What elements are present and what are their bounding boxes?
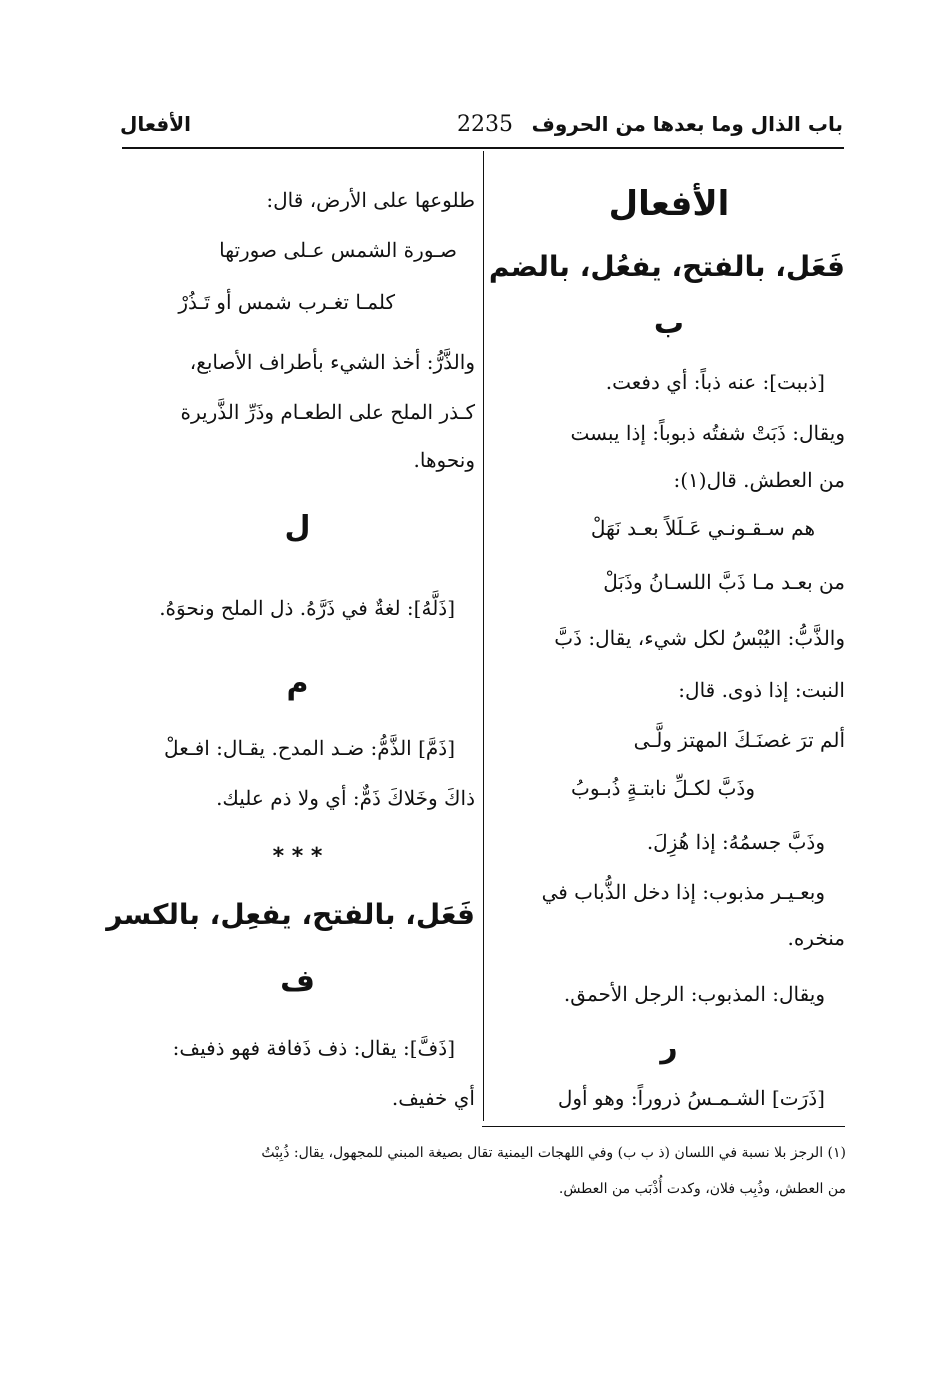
footnote-line: (١) الرجز بلا نسبة في اللسان (ذ ب ب) وفي اللهجات اليمنية تقال بصيغة المبني للمجهول، يقال: ذُبِبْتُ — [261, 1145, 846, 1161]
entry-line: ويقال: المذبوب: الرجل الأحمق. — [563, 982, 825, 1006]
entry-line: كـذر الملح على الطعـام وذَرِّ الذَّريرة — [180, 400, 475, 424]
section-subheading: فَعَل، بالفتح، يفعِل، بالكسر — [106, 898, 475, 931]
header-rule — [122, 147, 844, 149]
verse-line: هم سـقـونـي عَـلَلاً بعـد نَهَلْ — [590, 516, 815, 540]
verse-line: كلمـا تغـرب شمس أو تَـذُرْ — [178, 290, 395, 314]
section-subheading: فَعَل، بالفتح، يفعُل، بالضم — [488, 250, 845, 283]
letter-heading-l: ل — [284, 510, 311, 545]
entry-line: [ذَرَت] الشـمـسُ ذروراً: وهو أول — [557, 1086, 825, 1110]
entry-line: [ذَمَّ] الذَّمُّ: ضـد المدح. يقـال: افـعلْ — [164, 736, 455, 760]
entry-line: [ذببت]: عنه ذباً: أي دفعت. — [605, 370, 825, 394]
letter-heading-m: م — [286, 666, 309, 701]
letter-heading-r: ر — [660, 1030, 678, 1065]
entry-line: ويقال: ذَبَتْ شفتُه ذبوباً: إذا يبست — [570, 421, 845, 445]
section-title: باب الذال وما بعدها من الحروف — [531, 112, 843, 136]
verse-line: وذَبَّ لكـلِّ نابتـةٍ ذُبـوبُ — [571, 776, 755, 800]
footnote-line: من العطش، وذُبِب فلان، وكدت أُذْبَب من العطش. — [558, 1181, 846, 1197]
entry-line: والذَّرُّ: أخذ الشيء بأطراف الأصابع، — [189, 350, 475, 374]
entry-line: وبعـيـر مذبوب: إذا دخل الذُّباب في — [541, 880, 825, 904]
entry-line: ونحوها. — [413, 448, 475, 472]
verse-line: صـورة الشمس عـلى صورتها — [219, 238, 457, 262]
entry-line: والذَّبُّ: اليُبْسُ لكل شيء، يقال: ذَبَّ — [554, 626, 845, 650]
verse-line: من بعـد مـا ذَبَّ اللسـانُ وذَبَلْ — [603, 570, 845, 594]
entry-line: [ذَلَّهُ]: لغةٌ في ذَرَّهُ. ذل الملح ونحوَهُ. — [159, 596, 455, 620]
section-separator: * * * — [272, 844, 323, 869]
entry-line: منخره. — [787, 926, 845, 950]
chapter-title: الأفعال — [120, 112, 191, 136]
page-number: 2235 — [457, 112, 513, 137]
entry-line: النبت: إذا ذوى. قال: — [678, 678, 845, 702]
verse-line: ألم ترَ غصنَـكَ المهتز ولَّـى — [633, 728, 845, 752]
entry-line: ذاكَ وخَلاكَ ذَمٌّ: أي ولا ذم عليك. — [216, 786, 475, 810]
entry-line: [ذَفَّ]: يقال: ذف ذَفافة فهو ذفيف: — [172, 1036, 455, 1060]
letter-heading-f: ف — [280, 964, 315, 999]
column-divider — [483, 151, 484, 1121]
entry-line: أي خفيف. — [391, 1086, 475, 1110]
footnote-rule — [482, 1126, 845, 1127]
chapter-heading: الأفعال — [608, 184, 730, 224]
entry-line: طلوعها على الأرض، قال: — [266, 188, 475, 212]
entry-line: وذَبَّ جسمُهُ: إذا هُزِلَ. — [646, 830, 825, 854]
entry-line: من العطش. قال(١): — [673, 468, 845, 492]
letter-heading-b: ب — [653, 306, 685, 341]
